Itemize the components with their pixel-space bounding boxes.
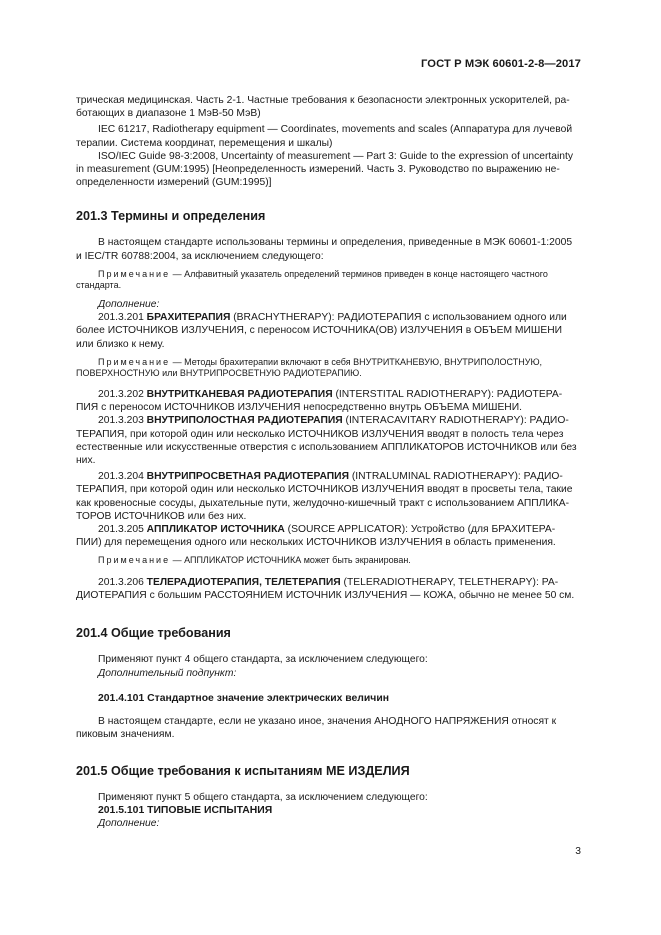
note-label: Примечание — [98, 268, 171, 279]
ref-iso-guide-line-2: in measurement (GUM:1995) [Неопределенность измерений. Часть 3. Руководство по выражению не- — [76, 164, 560, 176]
ref-iso-guide-line-1: ISO/IEC Guide 98-3:2008, Uncertainty of measurement — Part 3: Guide to the expression of uncertainty — [98, 150, 574, 162]
additional-subclause-label: Дополнительный подпункт: — [98, 667, 237, 679]
note-label: Примечание — [98, 555, 171, 566]
term-205-line-2: ПИИ) для перемещения одного или нескольких ИСТОЧНИКОВ ИЗЛУЧЕНИЯ в область применения. — [76, 537, 556, 549]
term-name: ВНУТРИПОЛОСТНАЯ РАДИОТЕРАПИЯ — [146, 415, 343, 427]
term-201-line-1 — [76, 311, 584, 324]
anode-voltage-line-1: В настоящем стандарте, если не указано иное, значения АНОДНОГО НАПРЯЖЕНИЯ относят к — [98, 715, 557, 727]
intro-line-1: В настоящем стандарте использованы термины и определения, приведенные в МЭК 60601-1:2005 — [98, 237, 573, 249]
term-206-line-1 — [76, 576, 584, 589]
term-203-line-3: естественные или искусственные отверстия с использованием АППЛИКАТОРОВ ИСТОЧНИКОВ или без — [76, 441, 577, 453]
term-202-line-1 — [76, 388, 584, 401]
note-3-text: — АППЛИКАТОР ИСТОЧНИКА может быть экранирован. — [170, 555, 411, 566]
term-201-line-3: или близко к нему. — [76, 338, 165, 350]
section-heading-201-3: 201.3 Термины и определения — [76, 209, 266, 224]
ref-iec61217-line-1: IEC 61217, Radiotherapy equipment — Coordinates, movements and scales (Аппаратура для лучевой — [98, 124, 573, 136]
term-number: 201.3.206 — [98, 577, 147, 589]
term-202-line-2: ПИЯ с переносом ИСТОЧНИКОВ ИЗЛУЧЕНИЯ непосредственно внутрь ОБЪЕМА МИШЕНИ. — [76, 402, 523, 414]
term-definition: (BRACHYTHERAPY): РАДИОТЕРАПИЯ с использованием одного или — [230, 312, 567, 324]
section-heading-201-5: 201.5 Общие требования к испытаниям МЕ ИЗДЕЛИЯ — [76, 764, 410, 779]
term-definition: (INTERACAVITARY RADIOTHERAPY): РАДИО- — [342, 415, 569, 427]
ref-continuation-line-1: трическая медицинская. Часть 2-1. Частные требования к безопасности электронных ускорителей, ра- — [76, 95, 570, 106]
term-204-line-3: как кровеносные сосуды, дыхательные пути, желудочно-кишечный тракт с использованием АППЛИКА- — [76, 497, 570, 509]
standard-header: ГОСТ Р МЭК 60601-2-8—2017 — [420, 58, 581, 70]
term-definition: (SOURCE APPLICATOR): Устройство (для БРАХИТЕРА- — [284, 524, 556, 536]
note-1-cont: стандарта. — [76, 280, 122, 291]
term-201-line-2: более ИСТОЧНИКОВ ИЗЛУЧЕНИЯ, с переносом ИСТОЧНИКА(ОВ) ИЗЛУЧЕНИЯ в ОБЪЕМ МИШЕНИ — [76, 325, 563, 337]
page-number: 3 — [575, 846, 581, 857]
term-204-line-2: ТЕРАПИЯ, при которой один или несколько ИСТОЧНИКОВ ИЗЛУЧЕНИЯ вводят в просветы тела, такие — [76, 484, 573, 496]
term-204-line-4: ТОРОВ ИСТОЧНИКОВ или без них. — [76, 510, 247, 522]
ref-iec61217-line-2: терапии. Система координат, перемещения и шкалы) — [76, 137, 333, 149]
term-definition: (INTERSTITAL RADIOTHERAPY): РАДИОТЕРА- — [332, 389, 563, 401]
term-name: АППЛИКАТОР ИСТОЧНИКА — [146, 524, 285, 536]
term-number: 201.3.203 — [98, 415, 147, 427]
ref-iso-guide-line-3: определенности измерений (GUM:1995)] — [76, 177, 272, 189]
term-number: 201.3.201 — [98, 312, 147, 324]
term-204-line-1 — [76, 470, 584, 483]
addition-label: Дополнение: — [98, 299, 160, 311]
note-label: Примечание — [98, 356, 171, 367]
term-name: ВНУТРИТКАНЕВАЯ РАДИОТЕРАПИЯ — [146, 389, 333, 401]
note-2 — [76, 357, 584, 369]
term-205-line-1 — [76, 523, 584, 536]
term-name: БРАХИТЕРАПИЯ — [146, 312, 231, 324]
term-number: 201.3.202 — [98, 389, 147, 401]
term-206-line-2: ДИОТЕРАПИЯ с большим РАССТОЯНИЕМ ИСТОЧНИК ИЗЛУЧЕНИЯ — КОЖА, обычно не менее 50 см. — [76, 590, 575, 602]
anode-voltage-line-2: пиковым значениям. — [76, 729, 175, 741]
note-2-cont: ПОВЕРХНОСТНУЮ или ВНУТРИПРОСВЕТНУЮ РАДИОТЕРАПИЮ. — [76, 368, 362, 379]
term-number: 201.3.204 — [98, 471, 147, 483]
addition-label-201-5: Дополнение: — [98, 818, 160, 830]
intro-line-2: и IEC/TR 60788:2004, за исключением следующего: — [76, 250, 324, 262]
section-heading-201-4: 201.4 Общие требования — [76, 626, 231, 641]
applies-clause-5: Применяют пункт 5 общего стандарта, за исключением следующего: — [98, 792, 428, 804]
applies-clause-4: Применяют пункт 4 общего стандарта, за исключением следующего: — [98, 654, 428, 666]
term-definition: (TELERADIOTHERAPY, TELETHERAPY): РА- — [340, 577, 559, 589]
subsection-heading-201-4-101: 201.4.101 Стандартное значение электрических величин — [98, 692, 389, 704]
term-name: ТЕЛЕРАДИОТЕРАПИЯ, ТЕЛЕТЕРАПИЯ — [146, 577, 341, 589]
page-content — [76, 94, 584, 831]
note-3 — [76, 555, 584, 567]
term-number: 201.3.205 — [98, 524, 147, 536]
term-203-line-4: них. — [76, 455, 96, 467]
note-1 — [76, 269, 584, 281]
note-1-text: — Алфавитный указатель определений терминов приведен в конце настоящего частного — [170, 268, 548, 279]
note-2-text: — Методы брахитерапии включают в себя ВНУТРИТКАНЕВУЮ, ВНУТРИПОЛОСТНУЮ, — [170, 356, 543, 367]
term-203-line-2: ТЕРАПИЯ, при которой один или несколько ИСТОЧНИКОВ ИЗЛУЧЕНИЯ вводят в полость тела через — [76, 428, 564, 440]
subsection-heading-201-5-101: 201.5.101 ТИПОВЫЕ ИСПЫТАНИЯ — [98, 805, 273, 817]
term-definition: (INTRALUMINAL RADIOTHERAPY): РАДИО- — [348, 471, 563, 483]
term-name: ВНУТРИПРОСВЕТНАЯ РАДИОТЕРАПИЯ — [146, 471, 349, 483]
ref-continuation-line-2: ботающих в диапазоне 1 МэВ-50 МэВ) — [76, 108, 261, 120]
term-203-line-1 — [76, 414, 584, 427]
